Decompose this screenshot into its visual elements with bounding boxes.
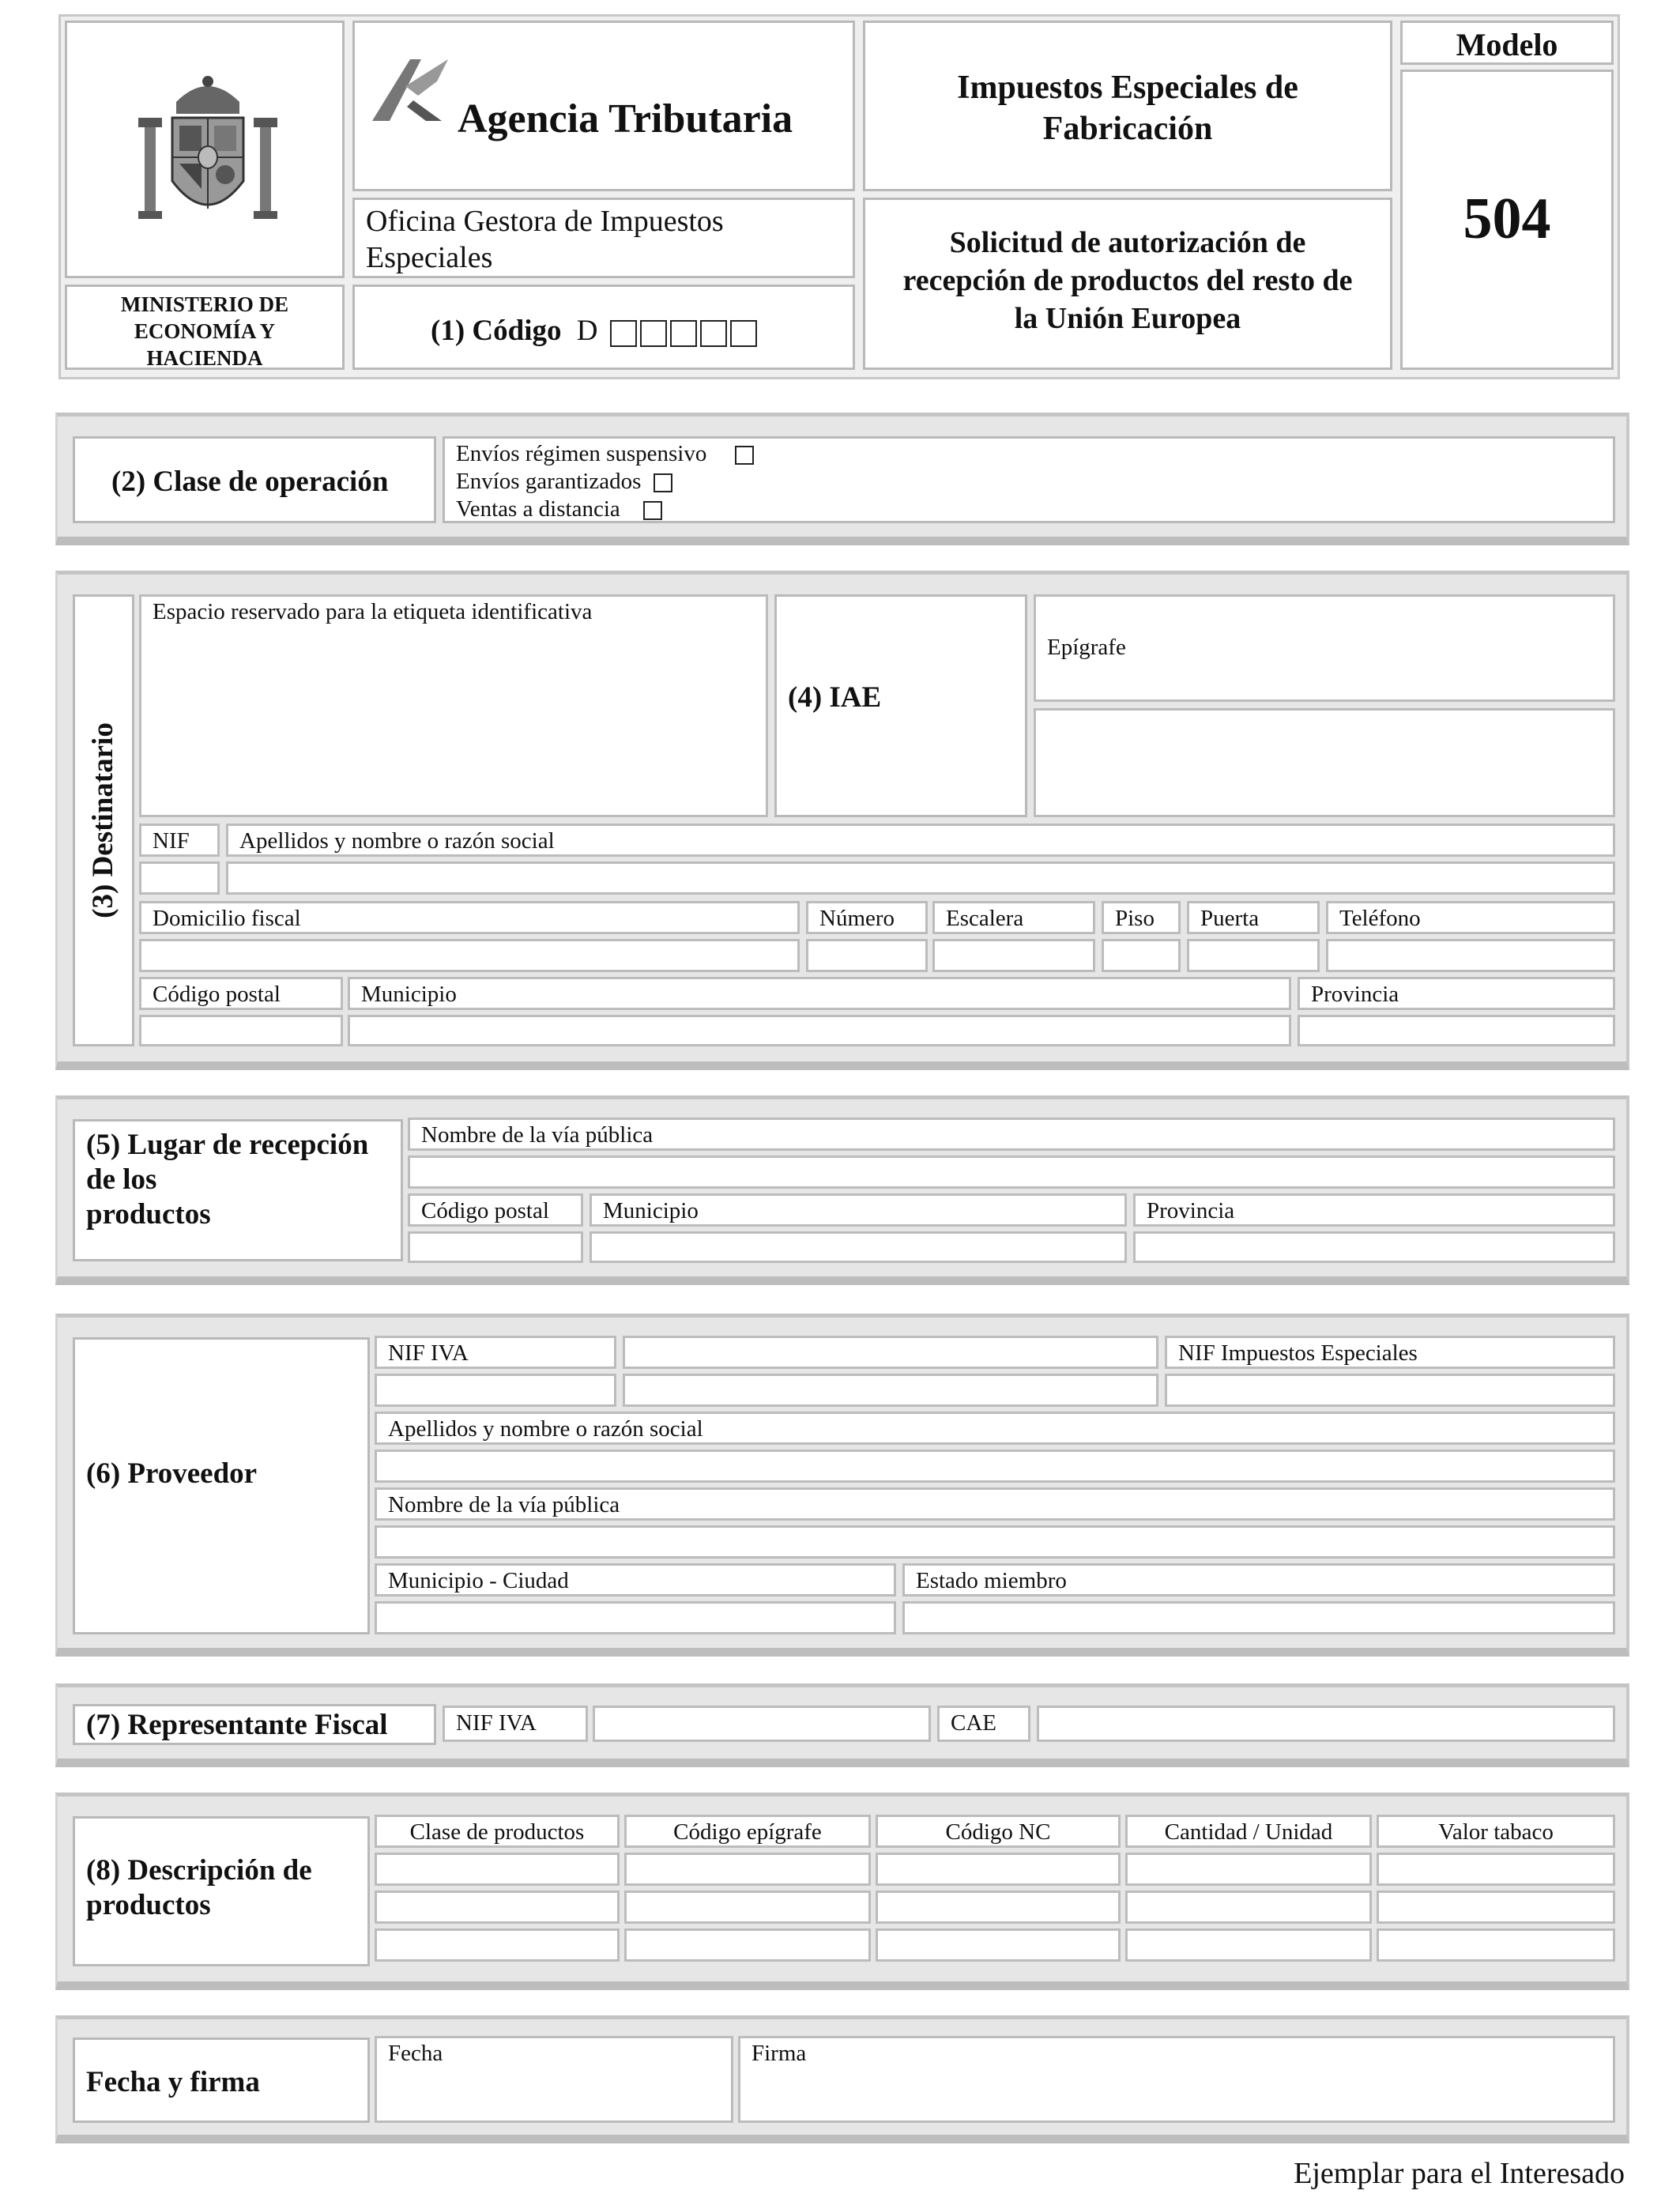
products-cell-input[interactable] bbox=[1125, 1853, 1372, 1886]
code-digit-2[interactable] bbox=[640, 320, 667, 347]
option-garantizados[interactable]: Envíos garantizados bbox=[456, 468, 754, 496]
agency-panel bbox=[352, 21, 855, 191]
supplier-nif-ie-input[interactable] bbox=[1165, 1374, 1615, 1407]
request-title-panel bbox=[863, 198, 1392, 370]
nif-label: NIF bbox=[139, 824, 220, 857]
code-digit-1[interactable] bbox=[610, 320, 637, 347]
option-suspensivo[interactable]: Envíos régimen suspensivo bbox=[456, 440, 754, 468]
domicilio-label: Domicilio fiscal bbox=[139, 901, 800, 934]
epigrafe-label: Epígrafe bbox=[1034, 594, 1615, 702]
modelo-number: 504 bbox=[1463, 187, 1551, 251]
name-label: Apellidos y nombre o razón social bbox=[226, 824, 1615, 857]
numero-label: Número bbox=[806, 901, 928, 934]
reception-via-label: Nombre de la vía pública bbox=[408, 1118, 1615, 1151]
checkbox-garantizados[interactable] bbox=[654, 473, 672, 492]
reception-municipio-input[interactable] bbox=[590, 1231, 1127, 1263]
fecha-field[interactable] bbox=[375, 2036, 733, 2123]
code-label: (1) Código bbox=[431, 315, 562, 347]
tax-title-line-2: Fabricación bbox=[1042, 111, 1213, 147]
supplier-nif-iva-extra[interactable] bbox=[623, 1336, 1158, 1369]
products-column-header: Código epígrafe bbox=[624, 1815, 871, 1848]
checkbox-suspensivo[interactable] bbox=[735, 446, 754, 465]
puerta-input[interactable] bbox=[1187, 939, 1320, 972]
puerta-label: Puerta bbox=[1187, 901, 1320, 934]
operation-options-panel bbox=[443, 436, 1615, 523]
products-title: (8) Descripción de productos bbox=[73, 1816, 370, 1966]
supplier-nif-ie-label: NIF Impuestos Especiales bbox=[1165, 1336, 1615, 1369]
provincia-input[interactable] bbox=[1298, 1015, 1615, 1046]
fiscal-rep-cae-label: CAE bbox=[937, 1706, 1030, 1742]
supplier-nif-iva-input[interactable] bbox=[375, 1374, 616, 1407]
ministry-line-2: ECONOMÍA Y bbox=[134, 319, 276, 343]
piso-label: Piso bbox=[1102, 901, 1181, 934]
escalera-label: Escalera bbox=[932, 901, 1095, 934]
code-digit-4[interactable] bbox=[700, 320, 727, 347]
name-input[interactable] bbox=[226, 861, 1615, 895]
telefono-input[interactable] bbox=[1326, 939, 1615, 972]
supplier-nif-iva-label: NIF IVA bbox=[375, 1336, 616, 1369]
footer-copy-label: Ejemplar para el Interesado bbox=[1294, 2157, 1625, 2190]
escalera-input[interactable] bbox=[932, 939, 1095, 972]
supplier-title: (6) Proveedor bbox=[73, 1337, 370, 1634]
fiscal-rep-cae-input[interactable] bbox=[1037, 1706, 1615, 1742]
nif-input[interactable] bbox=[139, 861, 220, 895]
coat-of-arms-panel bbox=[65, 21, 345, 278]
reception-provincia-label: Provincia bbox=[1133, 1193, 1615, 1227]
products-cell-input[interactable] bbox=[375, 1891, 620, 1924]
code-panel bbox=[352, 285, 855, 370]
firma-label: Firma bbox=[751, 2041, 807, 2066]
numero-input[interactable] bbox=[806, 939, 928, 972]
cp-input[interactable] bbox=[139, 1015, 343, 1046]
supplier-name-input[interactable] bbox=[375, 1449, 1615, 1483]
tax-title-line-1: Impuestos Especiales de bbox=[957, 70, 1298, 106]
request-title-line-2: recepción de productos del resto de bbox=[902, 264, 1353, 297]
modelo-label-panel bbox=[1400, 21, 1614, 65]
provincia-label: Provincia bbox=[1298, 977, 1615, 1010]
office-line-2: Especiales bbox=[366, 241, 493, 274]
checkbox-distancia[interactable] bbox=[643, 501, 662, 520]
ministry-panel bbox=[65, 285, 345, 370]
request-title-line-3: la Unión Europea bbox=[1014, 302, 1241, 335]
products-cell-input[interactable] bbox=[624, 1928, 871, 1962]
fiscal-rep-nif-label: NIF IVA bbox=[443, 1706, 588, 1742]
telefono-label: Teléfono bbox=[1326, 901, 1615, 934]
products-cell-input[interactable] bbox=[375, 1928, 620, 1962]
agency-name: Agencia Tributaria bbox=[458, 96, 793, 141]
tax-title-panel bbox=[863, 21, 1392, 191]
domicilio-input[interactable] bbox=[139, 939, 800, 972]
products-column-header: Código NC bbox=[876, 1815, 1121, 1848]
ministry-line-1: MINISTERIO DE bbox=[120, 292, 289, 316]
request-title-line-1: Solicitud de autorización de bbox=[949, 226, 1306, 259]
products-cell-input[interactable] bbox=[1125, 1891, 1372, 1924]
products-cell-input[interactable] bbox=[1377, 1853, 1615, 1886]
code-prefix: D bbox=[576, 315, 598, 347]
reception-cp-label: Código postal bbox=[408, 1193, 583, 1227]
products-cell-input[interactable] bbox=[624, 1853, 871, 1886]
supplier-municipio-label: Municipio - Ciudad bbox=[375, 1563, 896, 1596]
destinatario-title: (3) Destinatario bbox=[73, 594, 134, 1046]
supplier-name-label: Apellidos y nombre o razón social bbox=[375, 1412, 1615, 1445]
supplier-estado-input[interactable] bbox=[902, 1601, 1615, 1634]
label-space-area: Espacio reservado para la etiqueta identificativa bbox=[139, 594, 768, 817]
reception-via-input[interactable] bbox=[408, 1155, 1615, 1189]
products-cell-input[interactable] bbox=[876, 1928, 1121, 1962]
coat-of-arms-icon bbox=[129, 70, 287, 236]
products-column-header: Cantidad / Unidad bbox=[1125, 1815, 1372, 1848]
products-cell-input[interactable] bbox=[876, 1853, 1121, 1886]
products-cell-input[interactable] bbox=[1377, 1928, 1615, 1962]
products-cell-input[interactable] bbox=[1377, 1891, 1615, 1924]
reception-cp-input[interactable] bbox=[408, 1231, 583, 1263]
option-distancia[interactable]: Ventas a distancia bbox=[456, 496, 754, 523]
supplier-via-input[interactable] bbox=[375, 1525, 1615, 1559]
products-cell-input[interactable] bbox=[1125, 1928, 1372, 1962]
products-column-header: Clase de productos bbox=[375, 1815, 620, 1848]
operation-class-title: (2) Clase de operación bbox=[73, 436, 436, 523]
fiscal-rep-title: (7) Representante Fiscal bbox=[73, 1704, 436, 1745]
products-cell-input[interactable] bbox=[624, 1891, 871, 1924]
agency-logo-icon bbox=[366, 55, 453, 126]
municipio-label: Municipio bbox=[348, 977, 1291, 1010]
fiscal-rep-nif-input[interactable] bbox=[593, 1706, 931, 1742]
reception-municipio-label: Municipio bbox=[590, 1193, 1127, 1227]
epigrafe-input[interactable] bbox=[1034, 708, 1615, 817]
fecha-label: Fecha bbox=[388, 2041, 443, 2066]
products-cell-input[interactable] bbox=[876, 1891, 1121, 1924]
firma-field[interactable] bbox=[738, 2036, 1615, 2123]
modelo-label: Modelo bbox=[1456, 27, 1558, 62]
municipio-input[interactable] bbox=[348, 1015, 1291, 1046]
iae-box: (4) IAE bbox=[774, 594, 1027, 817]
modelo-number-panel bbox=[1400, 70, 1614, 370]
supplier-nif-iva-input-2[interactable] bbox=[623, 1374, 1158, 1407]
supplier-via-label: Nombre de la vía pública bbox=[375, 1487, 1615, 1521]
office-line-1: Oficina Gestora de Impuestos bbox=[366, 205, 724, 238]
cp-label: Código postal bbox=[139, 977, 343, 1010]
supplier-estado-label: Estado miembro bbox=[902, 1563, 1615, 1596]
signature-title: Fecha y firma bbox=[73, 2038, 370, 2123]
products-cell-input[interactable] bbox=[375, 1853, 620, 1886]
products-column-header: Valor tabaco bbox=[1377, 1815, 1615, 1848]
piso-input[interactable] bbox=[1102, 939, 1181, 972]
reception-provincia-input[interactable] bbox=[1133, 1231, 1615, 1263]
supplier-municipio-input[interactable] bbox=[375, 1601, 896, 1634]
reception-place-title: (5) Lugar de recepción de los productos bbox=[73, 1119, 403, 1261]
code-digit-3[interactable] bbox=[670, 320, 697, 347]
code-digit-5[interactable] bbox=[730, 320, 757, 347]
ministry-line-3: HACIENDA bbox=[146, 346, 263, 370]
office-panel bbox=[352, 198, 855, 278]
